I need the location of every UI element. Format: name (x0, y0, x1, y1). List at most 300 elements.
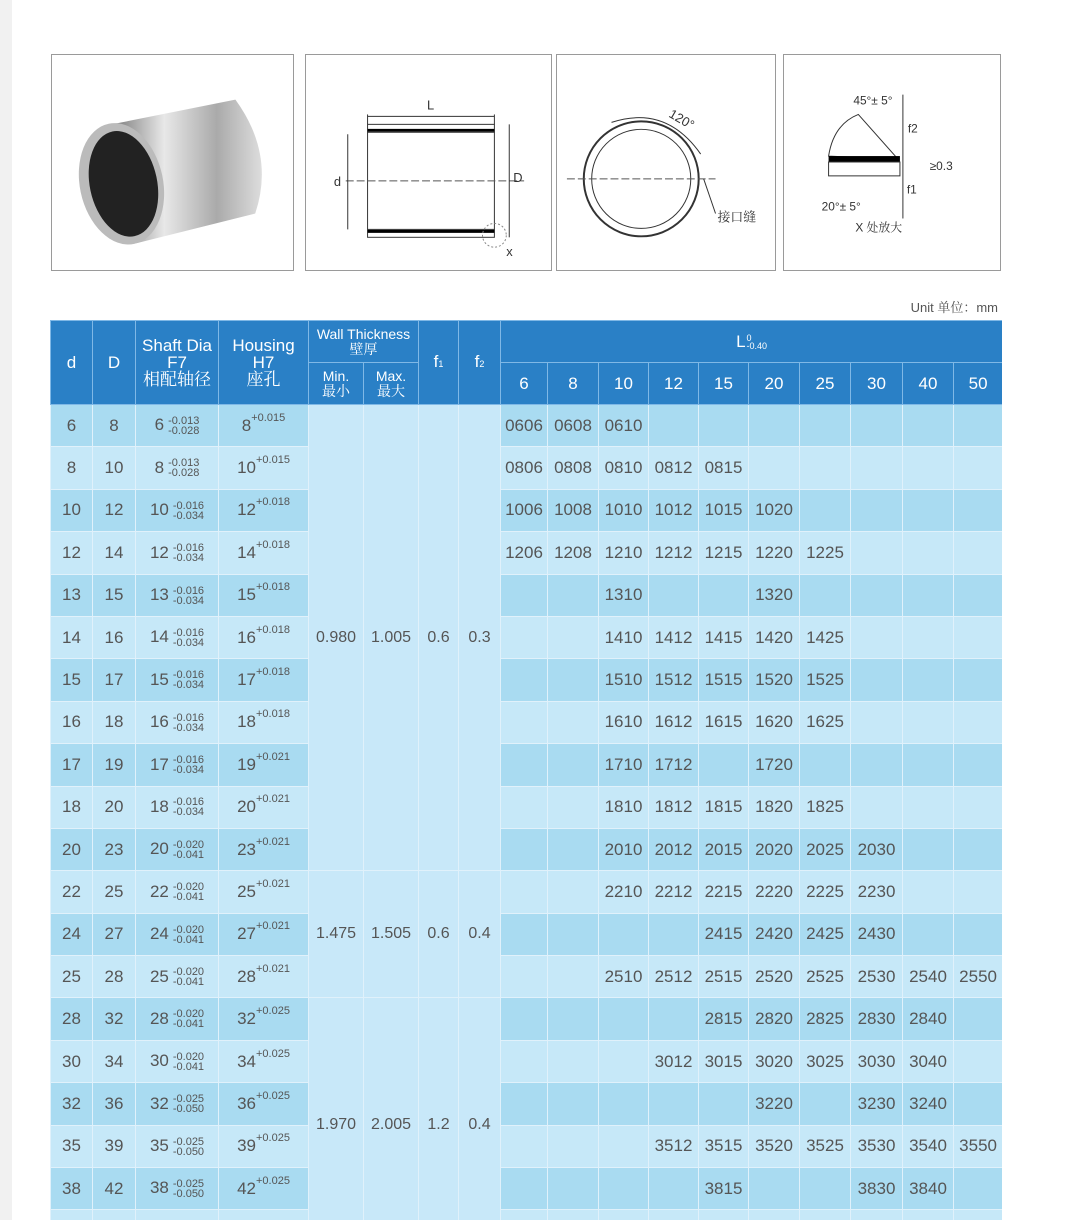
cell-part-code: 1712 (649, 744, 699, 786)
cell-min: 1.475 (309, 871, 364, 998)
cell-part-code (903, 405, 954, 447)
housing-nominal: 19 (237, 754, 256, 774)
cell-part-code: 2420 (749, 913, 800, 955)
cell-part-code (800, 744, 851, 786)
cell-housing (219, 956, 309, 998)
cell-part-code: 3830 (851, 1168, 903, 1210)
table-row (51, 998, 1003, 1040)
shaft-tolerance: -0.020 -0.041 (172, 966, 205, 989)
col-wall-min: Min. 最小 (309, 363, 364, 405)
shaft-nominal: 6 (154, 415, 165, 435)
cell-D: 42 (93, 1168, 136, 1210)
cell-part-code (548, 956, 599, 998)
shaft-nominal: 15 (149, 669, 169, 689)
cell-housing (219, 913, 309, 955)
shaft-tolerance: -0.025 -0.050 (172, 1177, 205, 1200)
shaft-nominal: 18 (149, 796, 169, 816)
cell-part-code (501, 998, 548, 1040)
cell-part-code: 2220 (749, 871, 800, 913)
col-shaft: Shaft Dia F7 相配轴径 (136, 321, 219, 405)
cell-part-code: 1525 (800, 659, 851, 701)
cell-housing (219, 405, 309, 447)
housing-tolerance: +0.018 (255, 496, 290, 509)
cell-D: 27 (93, 913, 136, 955)
housing-tolerance: +0.021 (255, 962, 290, 975)
cell-part-code: 2015 (699, 828, 749, 870)
cell-D: 32 (93, 998, 136, 1040)
cell-housing (219, 659, 309, 701)
cell-part-code: 0812 (649, 447, 699, 489)
cell-part-code: 1412 (649, 616, 699, 658)
housing-nominal: 16 (237, 627, 256, 647)
cell-part-code (699, 1210, 749, 1220)
shaft-nominal: 17 (149, 754, 169, 774)
cell-part-code: 0606 (501, 405, 548, 447)
cell-part-code (749, 1210, 800, 1220)
chamfer-bottom-label: 20°± 5° (821, 199, 861, 214)
cell-part-code: 1212 (649, 532, 699, 574)
dim-D-label: D (513, 169, 523, 185)
cell-part-code: 0806 (501, 447, 548, 489)
housing-tolerance: +0.018 (255, 623, 290, 636)
housing-nominal: 28 (237, 966, 256, 986)
housing-nominal: 17 (237, 670, 256, 690)
cell-part-code (851, 744, 903, 786)
cell-shaft (136, 871, 219, 913)
housing-nominal: 36 (237, 1093, 256, 1113)
cell-part-code: 2210 (599, 871, 649, 913)
table-row (51, 1125, 1003, 1167)
cell-part-code (649, 1168, 699, 1210)
cell-housing (219, 1125, 309, 1167)
cell-part-code (851, 447, 903, 489)
cell-part-code (501, 659, 548, 701)
cell-d: 12 (51, 532, 93, 574)
cell-housing (219, 744, 309, 786)
table-row (51, 1083, 1003, 1125)
cell-f2: 0.4 (459, 998, 501, 1220)
cell-part-code (954, 913, 1002, 955)
cell-part-code (501, 828, 548, 870)
cell-shaft (136, 701, 219, 743)
cell-part-code (954, 532, 1002, 574)
col-length-5: 20 (749, 363, 800, 405)
cell-D: 8 (93, 405, 136, 447)
cell-part-code: 3040 (903, 1040, 954, 1082)
dim-x-label: x (506, 244, 513, 260)
cell-part-code (501, 1168, 548, 1210)
spec-table-container (50, 320, 1002, 1220)
cell-part-code (548, 828, 599, 870)
cell-part-code: 0815 (699, 447, 749, 489)
cell-part-code (903, 1210, 954, 1220)
cell-part-code (851, 405, 903, 447)
min-gap-label: ≥0.3 (929, 158, 953, 173)
cell-part-code (749, 1168, 800, 1210)
cell-part-code (851, 574, 903, 616)
cell-housing (219, 447, 309, 489)
cell-part-code (548, 1210, 599, 1220)
cell-D: 34 (93, 1040, 136, 1082)
cell-part-code (903, 871, 954, 913)
cell-part-code: 2010 (599, 828, 649, 870)
cell-D: 20 (93, 786, 136, 828)
cell-part-code (851, 532, 903, 574)
cell-D: 15 (93, 574, 136, 616)
cell-d: 22 (51, 871, 93, 913)
cell-part-code (501, 1083, 548, 1125)
cell-part-code: 2020 (749, 828, 800, 870)
cell-part-code (649, 1210, 699, 1220)
cell-d: 13 (51, 574, 93, 616)
shaft-nominal: 16 (149, 712, 169, 732)
cell-min: 0.980 (309, 405, 364, 871)
cell-part-code: 2225 (800, 871, 851, 913)
cell-f2: 0.4 (459, 871, 501, 998)
cell-part-code (699, 405, 749, 447)
col-f2: f2 (459, 321, 501, 405)
table-row (51, 616, 1003, 658)
housing-tolerance: +0.018 (255, 581, 290, 594)
cell-shaft (136, 1083, 219, 1125)
cell-d: 38 (51, 1168, 93, 1210)
table-row (51, 489, 1003, 531)
cell-part-code (954, 616, 1002, 658)
table-row (51, 956, 1003, 998)
housing-nominal: 39 (237, 1136, 256, 1156)
f2-label: f2 (907, 121, 918, 136)
cell-part-code (903, 913, 954, 955)
cell-part-code: 1810 (599, 786, 649, 828)
cell-part-code: 2540 (903, 956, 954, 998)
cell-part-code: 2012 (649, 828, 699, 870)
cell-part-code: 1620 (749, 701, 800, 743)
cell-part-code: 3840 (903, 1168, 954, 1210)
shaft-tolerance: -0.025 -0.050 (172, 1093, 205, 1116)
cell-part-code (851, 489, 903, 531)
cell-part-code (548, 574, 599, 616)
cell-part-code: 2520 (749, 956, 800, 998)
table-row (51, 659, 1003, 701)
angle-label: 120° (666, 106, 698, 133)
shaft-nominal: 12 (149, 542, 169, 562)
col-length-6: 25 (800, 363, 851, 405)
housing-nominal: 42 (237, 1178, 256, 1198)
cell-d: 15 (51, 659, 93, 701)
shaft-tolerance: -0.016 -0.034 (172, 542, 205, 565)
cell-part-code: 1812 (649, 786, 699, 828)
shaft-nominal: 20 (149, 839, 169, 859)
cell-part-code: 1815 (699, 786, 749, 828)
cell-part-code (501, 956, 548, 998)
cell-part-code: 3230 (851, 1083, 903, 1125)
cell-part-code: 1310 (599, 574, 649, 616)
col-wall-thickness: Wall Thickness 壁厚 (309, 321, 419, 363)
cell-part-code (649, 913, 699, 955)
cell-part-code: 1220 (749, 532, 800, 574)
dim-L-label: L (427, 97, 435, 113)
table-row (51, 786, 1003, 828)
cell-D (93, 1210, 136, 1220)
chamfer-top-label: 45°± 5° (853, 93, 893, 108)
shaft-nominal: 38 (149, 1178, 169, 1198)
cell-part-code (599, 1125, 649, 1167)
cell-part-code (548, 871, 599, 913)
col-length: L0 -0.40 (501, 321, 1002, 363)
cell-housing (219, 828, 309, 870)
cell-part-code (501, 744, 548, 786)
cell-shaft (136, 1168, 219, 1210)
cell-part-code (749, 405, 800, 447)
cell-part-code (954, 574, 1002, 616)
cell-d: 8 (51, 447, 93, 489)
shaft-nominal: 30 (149, 1051, 169, 1071)
cell-part-code: 3025 (800, 1040, 851, 1082)
housing-nominal: 10 (237, 458, 256, 478)
cell-part-code (699, 1083, 749, 1125)
cell-d: 14 (51, 616, 93, 658)
shaft-nominal: 14 (149, 627, 169, 647)
cell-part-code (599, 1040, 649, 1082)
cell-housing (219, 786, 309, 828)
cell-part-code: 2215 (699, 871, 749, 913)
cell-shaft (136, 616, 219, 658)
cell-part-code (548, 659, 599, 701)
cell-D: 25 (93, 871, 136, 913)
cell-part-code (599, 998, 649, 1040)
table-row (51, 744, 1003, 786)
housing-tolerance: +0.025 (255, 1132, 290, 1145)
cell-part-code (903, 447, 954, 489)
cell-part-code: 1215 (699, 532, 749, 574)
cell-part-code: 1008 (548, 489, 599, 531)
cell-d: 24 (51, 913, 93, 955)
cell-d: 35 (51, 1125, 93, 1167)
cell-part-code (903, 828, 954, 870)
cell-d: 16 (51, 701, 93, 743)
cell-D: 36 (93, 1083, 136, 1125)
cell-part-code: 2510 (599, 956, 649, 998)
cell-part-code: 2515 (699, 956, 749, 998)
cell-part-code: 1010 (599, 489, 649, 531)
cell-part-code (501, 1210, 548, 1220)
shaft-nominal: 24 (149, 924, 169, 944)
cell-housing (219, 871, 309, 913)
housing-tolerance: +0.025 (255, 1047, 290, 1060)
cell-part-code: 1710 (599, 744, 649, 786)
cell-part-code: 0610 (599, 405, 649, 447)
cell-part-code (548, 1040, 599, 1082)
cell-part-code: 3530 (851, 1125, 903, 1167)
col-d: d (51, 321, 93, 405)
cell-shaft (136, 956, 219, 998)
housing-tolerance: +0.025 (255, 1089, 290, 1102)
cell-part-code (954, 489, 1002, 531)
housing-nominal: 8 (241, 415, 252, 435)
cell-part-code (599, 1168, 649, 1210)
cell-part-code: 2512 (649, 956, 699, 998)
cell-D: 18 (93, 701, 136, 743)
cell-part-code: 2430 (851, 913, 903, 955)
housing-tolerance: +0.018 (255, 666, 290, 679)
cell-part-code (954, 744, 1002, 786)
shaft-nominal: 10 (149, 500, 169, 520)
cell-part-code (800, 1083, 851, 1125)
cell-part-code: 1420 (749, 616, 800, 658)
cell-part-code (599, 1210, 649, 1220)
cell-part-code: 0608 (548, 405, 599, 447)
cell-part-code: 2825 (800, 998, 851, 1040)
cell-shaft (136, 659, 219, 701)
table-row (51, 447, 1003, 489)
cell-part-code: 0810 (599, 447, 649, 489)
shaft-nominal: 25 (149, 966, 169, 986)
cell-housing (219, 489, 309, 531)
cell-f1: 1.2 (419, 998, 459, 1220)
cell-part-code (501, 616, 548, 658)
table-row (51, 871, 1003, 913)
cell-part-code: 2030 (851, 828, 903, 870)
cell-shaft (136, 744, 219, 786)
cell-part-code: 1520 (749, 659, 800, 701)
cell-f1: 0.6 (419, 405, 459, 871)
cell-shaft (136, 828, 219, 870)
cell-housing (219, 1083, 309, 1125)
cell-D: 16 (93, 616, 136, 658)
col-wall-max: Max. 最大 (364, 363, 419, 405)
cell-part-code (851, 616, 903, 658)
shaft-tolerance: -0.020 -0.041 (172, 1050, 205, 1073)
cell-part-code (954, 871, 1002, 913)
cell-part-code: 2820 (749, 998, 800, 1040)
cell-part-code: 3240 (903, 1083, 954, 1125)
cell-d: 30 (51, 1040, 93, 1082)
cell-d: 6 (51, 405, 93, 447)
housing-tolerance: +0.015 (255, 454, 290, 467)
shaft-tolerance: -0.016 -0.034 (172, 499, 205, 522)
cell-D: 12 (93, 489, 136, 531)
cell-shaft (136, 574, 219, 616)
col-length-9: 50 (954, 363, 1002, 405)
cell-part-code: 3012 (649, 1040, 699, 1082)
housing-tolerance: +0.021 (255, 793, 290, 806)
cell-part-code (548, 1125, 599, 1167)
cell-part-code (548, 786, 599, 828)
cell-shaft (136, 489, 219, 531)
cell-part-code (501, 1125, 548, 1167)
cell-part-code: 2530 (851, 956, 903, 998)
cell-part-code: 2815 (699, 998, 749, 1040)
cell-part-code (954, 701, 1002, 743)
cell-housing (219, 1210, 309, 1220)
cell-part-code: 1820 (749, 786, 800, 828)
housing-tolerance: +0.025 (255, 1005, 290, 1018)
shaft-tolerance: -0.016 -0.034 (172, 754, 205, 777)
cell-part-code (903, 489, 954, 531)
shaft-tolerance: -0.020 -0.041 (172, 838, 205, 861)
cell-part-code: 1015 (699, 489, 749, 531)
cell-part-code: 2840 (903, 998, 954, 1040)
joint-diagram (556, 54, 776, 271)
housing-tolerance: +0.021 (255, 835, 290, 848)
housing-tolerance: +0.021 (255, 920, 290, 933)
cell-part-code: 1720 (749, 744, 800, 786)
cell-part-code: 3030 (851, 1040, 903, 1082)
cross-section-diagram (305, 54, 552, 271)
cell-part-code (903, 574, 954, 616)
cell-part-code (501, 1040, 548, 1082)
cell-part-code (851, 786, 903, 828)
housing-tolerance: +0.025 (255, 1174, 290, 1187)
shaft-tolerance: -0.016 -0.034 (172, 626, 205, 649)
cell-part-code (954, 828, 1002, 870)
col-D: D (93, 321, 136, 405)
cell-part-code: 1006 (501, 489, 548, 531)
cell-part-code: 2425 (800, 913, 851, 955)
cell-shaft (136, 913, 219, 955)
cell-part-code (903, 659, 954, 701)
cell-part-code: 0808 (548, 447, 599, 489)
cell-part-code (954, 1168, 1002, 1210)
table-row (51, 1210, 1003, 1220)
cell-part-code: 2025 (800, 828, 851, 870)
housing-tolerance: +0.018 (255, 538, 290, 551)
cell-part-code (501, 913, 548, 955)
shaft-tolerance: -0.013 -0.028 (168, 457, 200, 480)
cell-D: 17 (93, 659, 136, 701)
cell-part-code (851, 659, 903, 701)
cell-d (51, 1210, 93, 1220)
cell-max: 1.005 (364, 405, 419, 871)
cell-part-code (954, 447, 1002, 489)
cell-d: 17 (51, 744, 93, 786)
cell-part-code: 2525 (800, 956, 851, 998)
cell-part-code: 2550 (954, 956, 1002, 998)
shaft-nominal: 22 (149, 881, 169, 901)
shaft-tolerance: -0.025 -0.050 (172, 1135, 205, 1158)
cell-part-code: 1615 (699, 701, 749, 743)
shaft-tolerance: -0.013 -0.028 (168, 414, 200, 437)
cell-part-code: 1012 (649, 489, 699, 531)
cell-max: 1.505 (364, 871, 419, 998)
cell-part-code: 3015 (699, 1040, 749, 1082)
cell-part-code (851, 1210, 903, 1220)
cell-part-code: 3550 (954, 1125, 1002, 1167)
cell-part-code: 1415 (699, 616, 749, 658)
cell-part-code: 3020 (749, 1040, 800, 1082)
cell-part-code (548, 998, 599, 1040)
table-row (51, 913, 1003, 955)
cell-part-code (548, 744, 599, 786)
cell-part-code (954, 1040, 1002, 1082)
cell-shaft (136, 405, 219, 447)
cell-shaft (136, 998, 219, 1040)
housing-nominal: 32 (237, 1009, 256, 1029)
cell-part-code: 1225 (800, 532, 851, 574)
cell-part-code: 1510 (599, 659, 649, 701)
housing-tolerance: +0.018 (255, 708, 290, 721)
col-length-2: 10 (599, 363, 649, 405)
cell-part-code (800, 574, 851, 616)
cell-d: 20 (51, 828, 93, 870)
housing-nominal: 15 (237, 585, 256, 605)
cell-part-code: 1610 (599, 701, 649, 743)
cell-d: 18 (51, 786, 93, 828)
cell-part-code (699, 744, 749, 786)
cell-part-code (548, 616, 599, 658)
cell-shaft (136, 786, 219, 828)
cell-housing (219, 701, 309, 743)
